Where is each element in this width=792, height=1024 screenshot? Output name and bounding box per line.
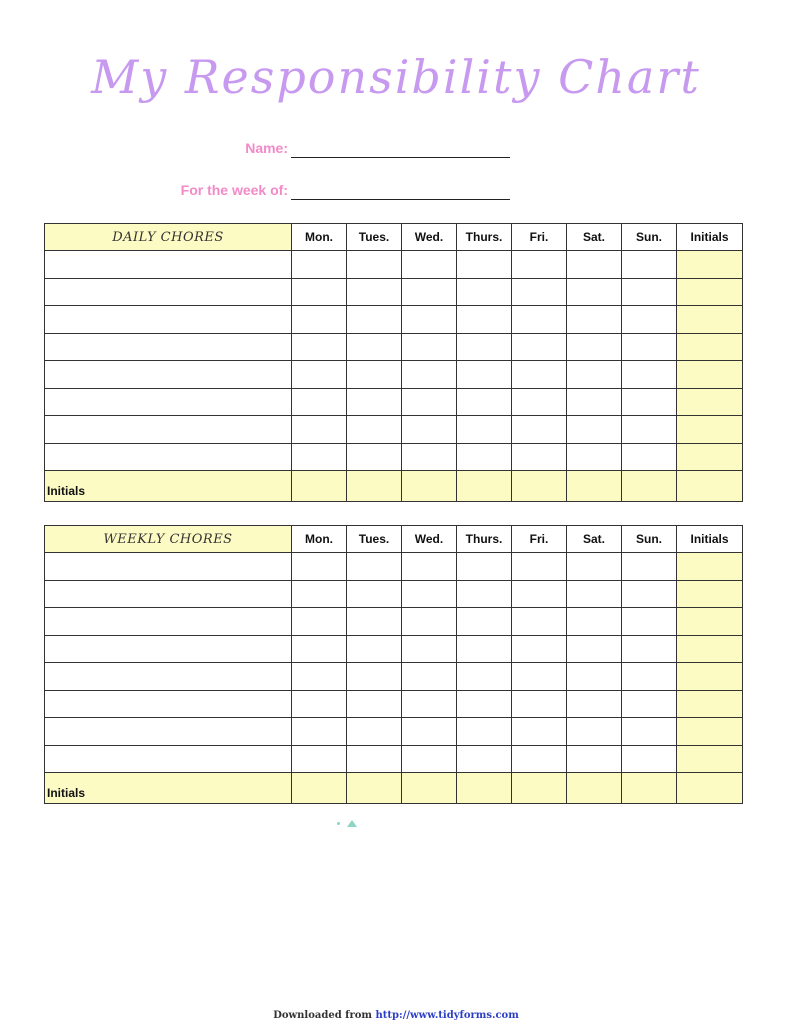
check-cell[interactable] — [457, 306, 512, 334]
row-initials-cell[interactable] — [677, 718, 743, 746]
check-cell[interactable] — [402, 718, 457, 746]
table-row — [45, 443, 743, 471]
check-cell[interactable] — [457, 580, 512, 608]
row-initials-cell[interactable] — [677, 580, 743, 608]
check-cell[interactable] — [512, 361, 567, 389]
check-cell[interactable] — [457, 443, 512, 471]
table-row — [45, 306, 743, 334]
day-header: Tues. — [347, 224, 402, 251]
table-row — [45, 580, 743, 608]
check-cell[interactable] — [402, 443, 457, 471]
row-initials-cell[interactable] — [677, 416, 743, 444]
check-cell[interactable] — [622, 745, 677, 773]
chore-cell[interactable] — [45, 718, 292, 746]
day-initials-cell[interactable] — [402, 471, 457, 502]
initials-header: Initials — [677, 526, 743, 553]
check-cell[interactable] — [402, 251, 457, 279]
chore-cell[interactable] — [45, 388, 292, 416]
check-cell[interactable] — [402, 663, 457, 691]
chore-cell[interactable] — [45, 690, 292, 718]
chore-cell[interactable] — [45, 635, 292, 663]
check-cell[interactable] — [292, 333, 347, 361]
check-cell[interactable] — [457, 553, 512, 581]
daily-chores-table — [44, 223, 743, 502]
check-cell[interactable] — [622, 690, 677, 718]
check-cell[interactable] — [622, 416, 677, 444]
week-field[interactable] — [291, 199, 510, 200]
day-initials-cell[interactable] — [677, 773, 743, 804]
day-header: Wed. — [402, 526, 457, 553]
check-cell[interactable] — [347, 553, 402, 581]
check-cell[interactable] — [622, 306, 677, 334]
check-cell[interactable] — [292, 608, 347, 636]
chore-cell[interactable] — [45, 745, 292, 773]
day-header: Wed. — [402, 224, 457, 251]
day-header: Thurs. — [457, 526, 512, 553]
check-cell[interactable] — [402, 333, 457, 361]
chore-cell[interactable] — [45, 251, 292, 279]
check-cell[interactable] — [292, 443, 347, 471]
check-cell[interactable] — [402, 553, 457, 581]
day-initials-cell[interactable] — [677, 471, 743, 502]
check-cell[interactable] — [347, 333, 402, 361]
footer-link[interactable]: http://www.tidyforms.com — [375, 1010, 519, 1021]
day-initials-cell[interactable] — [292, 471, 347, 502]
check-cell[interactable] — [512, 580, 567, 608]
check-cell[interactable] — [567, 251, 622, 279]
chore-cell[interactable] — [45, 416, 292, 444]
check-cell[interactable] — [347, 580, 402, 608]
decoration-triangle — [347, 820, 357, 827]
check-cell[interactable] — [402, 416, 457, 444]
check-cell[interactable] — [457, 663, 512, 691]
day-initials-cell[interactable] — [347, 773, 402, 804]
row-initials-cell[interactable] — [677, 333, 743, 361]
check-cell[interactable] — [347, 361, 402, 389]
table-row — [45, 718, 743, 746]
check-cell[interactable] — [347, 690, 402, 718]
check-cell[interactable] — [402, 690, 457, 718]
day-header: Sun. — [622, 526, 677, 553]
check-cell[interactable] — [347, 251, 402, 279]
name-field[interactable] — [291, 157, 510, 158]
day-header: Thurs. — [457, 224, 512, 251]
check-cell[interactable] — [347, 745, 402, 773]
check-cell[interactable] — [347, 443, 402, 471]
footer-prefix: Downloaded from — [273, 1010, 373, 1021]
check-cell[interactable] — [567, 663, 622, 691]
check-cell[interactable] — [622, 278, 677, 306]
chores-heading: DAILY CHORES — [45, 224, 292, 251]
initials-header: Initials — [677, 224, 743, 251]
check-cell[interactable] — [622, 333, 677, 361]
row-initials-cell[interactable] — [677, 690, 743, 718]
row-initials-cell[interactable] — [677, 608, 743, 636]
table-row — [45, 745, 743, 773]
check-cell[interactable] — [512, 251, 567, 279]
initials-row-label: Initials — [45, 471, 292, 502]
check-cell[interactable] — [347, 306, 402, 334]
day-header: Sat. — [567, 224, 622, 251]
day-initials-cell[interactable] — [567, 471, 622, 502]
check-cell[interactable] — [457, 718, 512, 746]
initials-row — [45, 773, 743, 804]
check-cell[interactable] — [402, 635, 457, 663]
row-initials-cell[interactable] — [677, 745, 743, 773]
check-cell[interactable] — [512, 388, 567, 416]
check-cell[interactable] — [402, 745, 457, 773]
table-row — [45, 635, 743, 663]
chore-cell[interactable] — [45, 361, 292, 389]
check-cell[interactable] — [622, 251, 677, 279]
row-initials-cell[interactable] — [677, 278, 743, 306]
check-cell[interactable] — [292, 663, 347, 691]
chore-cell[interactable] — [45, 553, 292, 581]
check-cell[interactable] — [567, 745, 622, 773]
day-initials-cell[interactable] — [347, 471, 402, 502]
table-row — [45, 251, 743, 279]
check-cell[interactable] — [622, 553, 677, 581]
chore-cell[interactable] — [45, 443, 292, 471]
day-initials-cell[interactable] — [622, 773, 677, 804]
row-initials-cell[interactable] — [677, 443, 743, 471]
table-row — [45, 690, 743, 718]
day-initials-cell[interactable] — [402, 773, 457, 804]
check-cell[interactable] — [457, 388, 512, 416]
check-cell[interactable] — [512, 333, 567, 361]
name-label: Name: — [245, 140, 288, 156]
check-cell[interactable] — [622, 388, 677, 416]
table-row — [45, 333, 743, 361]
table-row — [45, 553, 743, 581]
check-cell[interactable] — [292, 306, 347, 334]
check-cell[interactable] — [567, 690, 622, 718]
row-initials-cell[interactable] — [677, 635, 743, 663]
check-cell[interactable] — [457, 690, 512, 718]
check-cell[interactable] — [622, 635, 677, 663]
check-cell[interactable] — [622, 608, 677, 636]
check-cell[interactable] — [512, 553, 567, 581]
check-cell[interactable] — [292, 361, 347, 389]
check-cell[interactable] — [402, 388, 457, 416]
day-initials-cell[interactable] — [512, 471, 567, 502]
table-row — [45, 278, 743, 306]
check-cell[interactable] — [622, 718, 677, 746]
check-cell[interactable] — [457, 608, 512, 636]
day-initials-cell[interactable] — [457, 471, 512, 502]
chore-cell[interactable] — [45, 608, 292, 636]
check-cell[interactable] — [512, 663, 567, 691]
row-initials-cell[interactable] — [677, 361, 743, 389]
table-header-row — [45, 526, 743, 553]
table-header-row — [45, 224, 743, 251]
check-cell[interactable] — [512, 690, 567, 718]
check-cell[interactable] — [567, 388, 622, 416]
table-row — [45, 388, 743, 416]
check-cell[interactable] — [567, 278, 622, 306]
check-cell[interactable] — [402, 306, 457, 334]
check-cell[interactable] — [567, 333, 622, 361]
check-cell[interactable] — [567, 306, 622, 334]
check-cell[interactable] — [292, 635, 347, 663]
check-cell[interactable] — [457, 745, 512, 773]
check-cell[interactable] — [292, 388, 347, 416]
check-cell[interactable] — [347, 388, 402, 416]
check-cell[interactable] — [512, 635, 567, 663]
check-cell[interactable] — [402, 278, 457, 306]
check-cell[interactable] — [512, 416, 567, 444]
table-row — [45, 663, 743, 691]
day-header: Mon. — [292, 224, 347, 251]
check-cell[interactable] — [292, 251, 347, 279]
row-initials-cell[interactable] — [677, 306, 743, 334]
chore-cell[interactable] — [45, 306, 292, 334]
check-cell[interactable] — [622, 361, 677, 389]
initials-row-label: Initials — [45, 773, 292, 804]
check-cell[interactable] — [622, 663, 677, 691]
check-cell[interactable] — [457, 361, 512, 389]
row-initials-cell[interactable] — [677, 553, 743, 581]
day-header: Fri. — [512, 224, 567, 251]
day-header: Mon. — [292, 526, 347, 553]
table-row — [45, 608, 743, 636]
check-cell[interactable] — [347, 416, 402, 444]
check-cell[interactable] — [402, 361, 457, 389]
check-cell[interactable] — [512, 306, 567, 334]
check-cell[interactable] — [622, 580, 677, 608]
table-row — [45, 361, 743, 389]
check-cell[interactable] — [567, 416, 622, 444]
chore-cell[interactable] — [45, 580, 292, 608]
initials-row — [45, 471, 743, 502]
day-initials-cell[interactable] — [567, 773, 622, 804]
check-cell[interactable] — [457, 333, 512, 361]
check-cell[interactable] — [567, 718, 622, 746]
check-cell[interactable] — [347, 663, 402, 691]
check-cell[interactable] — [567, 361, 622, 389]
row-initials-cell[interactable] — [677, 251, 743, 279]
check-cell[interactable] — [622, 443, 677, 471]
chore-cell[interactable] — [45, 663, 292, 691]
decoration-dot — [337, 822, 340, 825]
check-cell[interactable] — [292, 718, 347, 746]
check-cell[interactable] — [292, 580, 347, 608]
chore-cell[interactable] — [45, 278, 292, 306]
check-cell[interactable] — [567, 608, 622, 636]
check-cell[interactable] — [567, 443, 622, 471]
day-initials-cell[interactable] — [622, 471, 677, 502]
check-cell[interactable] — [457, 416, 512, 444]
check-cell[interactable] — [347, 718, 402, 746]
check-cell[interactable] — [512, 745, 567, 773]
check-cell[interactable] — [567, 635, 622, 663]
check-cell[interactable] — [457, 635, 512, 663]
day-initials-cell[interactable] — [292, 773, 347, 804]
row-initials-cell[interactable] — [677, 388, 743, 416]
day-header: Fri. — [512, 526, 567, 553]
row-initials-cell[interactable] — [677, 663, 743, 691]
page-title: My Responsibility Chart — [91, 50, 701, 104]
check-cell[interactable] — [512, 608, 567, 636]
check-cell[interactable] — [512, 278, 567, 306]
check-cell[interactable] — [292, 690, 347, 718]
weekly-chores-table — [44, 525, 743, 804]
check-cell[interactable] — [457, 278, 512, 306]
check-cell[interactable] — [347, 608, 402, 636]
check-cell[interactable] — [512, 718, 567, 746]
day-initials-cell[interactable] — [457, 773, 512, 804]
day-header: Sun. — [622, 224, 677, 251]
check-cell[interactable] — [292, 745, 347, 773]
check-cell[interactable] — [512, 443, 567, 471]
check-cell[interactable] — [567, 553, 622, 581]
footer — [0, 1010, 792, 1021]
check-cell[interactable] — [457, 251, 512, 279]
check-cell[interactable] — [292, 278, 347, 306]
check-cell[interactable] — [567, 580, 622, 608]
check-cell[interactable] — [347, 635, 402, 663]
chores-heading: WEEKLY CHORES — [45, 526, 292, 553]
day-initials-cell[interactable] — [512, 773, 567, 804]
day-header: Sat. — [567, 526, 622, 553]
chore-cell[interactable] — [45, 333, 292, 361]
check-cell[interactable] — [402, 608, 457, 636]
table-row — [45, 416, 743, 444]
check-cell[interactable] — [402, 580, 457, 608]
check-cell[interactable] — [347, 278, 402, 306]
day-header: Tues. — [347, 526, 402, 553]
week-label: For the week of: — [180, 182, 288, 198]
check-cell[interactable] — [292, 416, 347, 444]
check-cell[interactable] — [292, 553, 347, 581]
